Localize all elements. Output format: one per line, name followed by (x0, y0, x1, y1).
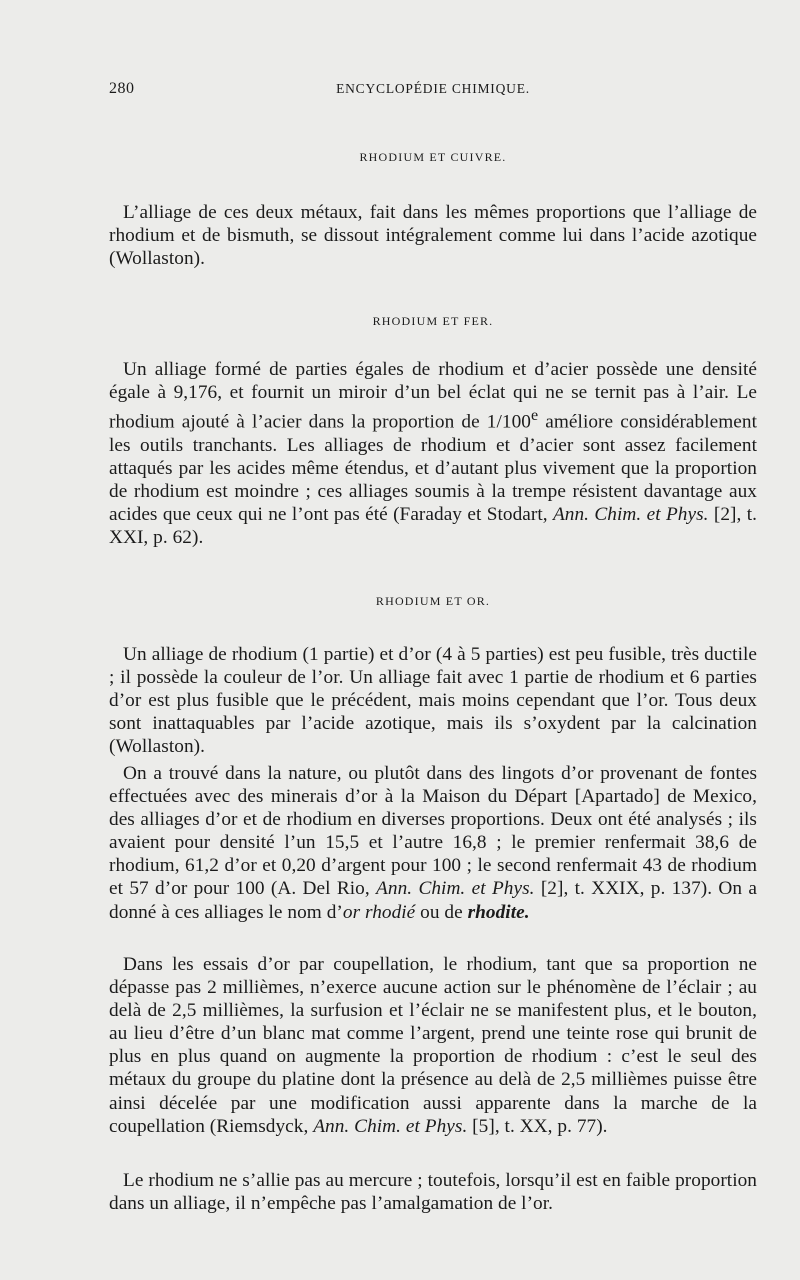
paragraph-mercure: Le rhodium ne s’allie pas au mercure ; toutefois, lorsqu’il est en faible proportion dans un alliage, il n’empêche pas l’amalgamation de l’or. (109, 1170, 757, 1215)
paragraph-rhodium-cuivre: L’alliage de ces deux métaux, fait dans les mêmes proportions que l’alliage de rhodium et de bismuth, se dissout intégralement comme lui dans l’acide azotique (Wollaston). (109, 202, 757, 270)
journal-citation: Ann. Chim. et Phys. (376, 878, 535, 900)
running-title: ENCYCLOPÉDIE CHIMIQUE. (336, 81, 530, 96)
term-or-rhodie: or rhodié (342, 901, 416, 923)
section-title-rhodium-fer: RHODIUM ET FER. (372, 314, 494, 328)
section-title-rhodium-cuivre: RHODIUM ET CUIVRE. (359, 150, 507, 164)
paragraph-rhodium-or-1: Un alliage de rhodium (1 partie) et d’or (4 à 5 parties) est peu fusible, très ductile ; il possède la couleur de l’or. Un alliage fait avec 1 partie de rhodium et 6 parties d’or est plus fusible que le précédent, mais moins cependant que l’or. Tous deux sont inattaquables par l’acide azotique, mais ils s’oxydent par la calcination (Wollaston). (109, 644, 757, 758)
journal-citation: Ann. Chim. et Phys. (552, 503, 709, 525)
paragraph-rhodium-fer: Un alliage formé de parties égales de rhodium et d’acier possède une densité égale à 9,176, et fournit un miroir d’un bel éclat qui ne se ternit pas à l’air. Le rhodium ajouté à l’acier dans la proportion de 1/100e améliore considérablement les outils tranchants. Les alliages de rhodium et d’acier sont assez facilement attaqués par les acides même étendus, et d’autant plus vivement que la proportion de rhodium est moindre ; ces alliages soumis à la trempe résistent davantage aux acides que ceux qui ne l’ont pas été (Faraday et Stodart, Ann. Chim. et Phys. [2], t. XXI, p. 62). (109, 359, 757, 549)
paragraph-coupellation: Dans les essais d’or par coupellation, le rhodium, tant que sa proportion ne dépasse pas 2 millièmes, n’exerce aucune action sur le phénomène de l’éclair ; au delà de 2,5 millièmes, la surfusion et l’éclair ne se manifestent plus, et le bouton, au lieu d’être d’un blanc mat comme l’argent, prend une teinte rose qui brunit de plus en plus quand on augmente la proportion de rhodium : c’est le seul des métaux du groupe du platine dont la présence au delà de 2,5 millièmes puisse être ainsi décelée par une modification aussi apparente dans la marche de la coupellation (Riemsdyck, Ann. Chim. et Phys. [5], t. XX, p. 77). (109, 954, 757, 1137)
page-number: 280 (109, 80, 135, 97)
section-title-rhodium-or: RHODIUM ET OR. (375, 594, 491, 608)
term-rhodite: rhodite. (467, 901, 530, 923)
journal-citation: Ann. Chim. et Phys. (313, 1115, 468, 1137)
running-head (109, 80, 757, 102)
paragraph-rhodium-or-2: On a trouvé dans la nature, ou plutôt dans des lingots d’or provenant de fontes effectuées avec des minerais d’or à la Maison du Départ [Apartado] de Mexico, des alliages d’or et de rhodium en diverses proportions. Deux ont été analysés ; ils avaient pour densité l’un 15,5 et l’autre 16,8 ; le premier renfermait 38,6 de rhodium, 61,2 d’or et 0,20 d’argent pour 100 ; le second renfermait 43 de rhodium et 57 d’or pour 100 (A. Del Rio, Ann. Chim. et Phys. [2], t. XXIX, p. 137). On a donné à ces alliages le nom d’or rhodié ou de rhodite. (109, 763, 757, 923)
